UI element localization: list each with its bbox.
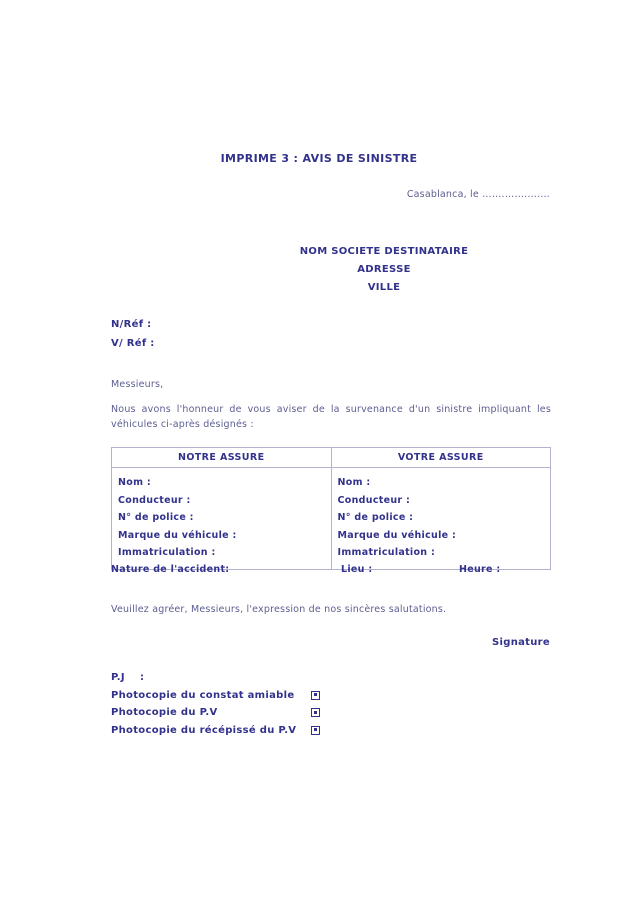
table-header-our-insured: NOTRE ASSURE xyxy=(112,448,332,468)
attachments-block xyxy=(111,669,341,739)
table-row xyxy=(112,468,551,570)
recipient-city: VILLE xyxy=(367,282,401,293)
checkbox-icon[interactable] xyxy=(311,691,320,700)
field-immatriculation: Immatriculation : xyxy=(118,547,216,559)
field-numero-police: N° de police : xyxy=(337,512,414,524)
accident-nature-label: Nature de l'accident: xyxy=(111,564,230,575)
field-conducteur: Conducteur : xyxy=(337,494,411,506)
field-nom: Nom : xyxy=(337,477,371,488)
list-item xyxy=(111,687,341,705)
attachment-label: Photocopie du P.V xyxy=(111,707,218,718)
your-reference-label: V/ Réf : xyxy=(111,338,155,349)
field-marque-vehicule: Marque du véhicule : xyxy=(118,529,237,541)
attachment-label: Photocopie du récépissé du P.V xyxy=(111,724,297,736)
field-immatriculation: Immatriculation : xyxy=(337,547,436,559)
reference-block xyxy=(111,315,155,353)
list-item xyxy=(111,704,341,722)
recipient-block xyxy=(130,243,638,297)
list-item xyxy=(111,722,341,740)
our-reference-label: N/Réf : xyxy=(111,319,152,330)
attachment-label: Photocopie du constat amiable xyxy=(111,689,295,701)
field-numero-police: N° de police : xyxy=(118,512,194,524)
signature-label: Signature xyxy=(492,637,550,648)
closing-text: Veuillez agréer, Messieurs, l'expression de nos sincères salutations. xyxy=(111,604,447,615)
salutation-text: Messieurs, xyxy=(111,379,164,390)
accident-time-label: Heure : xyxy=(459,564,501,575)
date-place-line: Casablanca, le …….…….……. xyxy=(406,189,550,200)
accident-place-label: Lieu : xyxy=(341,564,373,575)
attachments-label: P.J : xyxy=(111,672,145,683)
field-marque-vehicule: Marque du véhicule : xyxy=(337,529,457,541)
table-cell-our-insured xyxy=(112,468,332,570)
field-conducteur: Conducteur : xyxy=(118,494,191,506)
table-header-row xyxy=(112,448,551,468)
insured-parties-table xyxy=(111,447,551,570)
checkbox-icon[interactable] xyxy=(311,708,320,717)
page-title: IMPRIME 3 : AVIS DE SINISTRE xyxy=(220,152,418,165)
table-cell-your-insured xyxy=(331,468,551,570)
recipient-company: NOM SOCIETE DESTINATAIRE xyxy=(299,246,469,257)
table-header-your-insured: VOTRE ASSURE xyxy=(331,448,551,468)
your-insured-field-list xyxy=(332,468,551,569)
recipient-address: ADRESSE xyxy=(357,264,411,275)
checkbox-icon[interactable] xyxy=(311,726,320,735)
our-insured-field-list xyxy=(112,468,331,569)
field-nom: Nom : xyxy=(118,477,151,488)
body-paragraph: Nous avons l'honneur de vous aviser de la survenance d'un sinistre impliquant les véhicules ci-après désignés : xyxy=(111,404,551,430)
